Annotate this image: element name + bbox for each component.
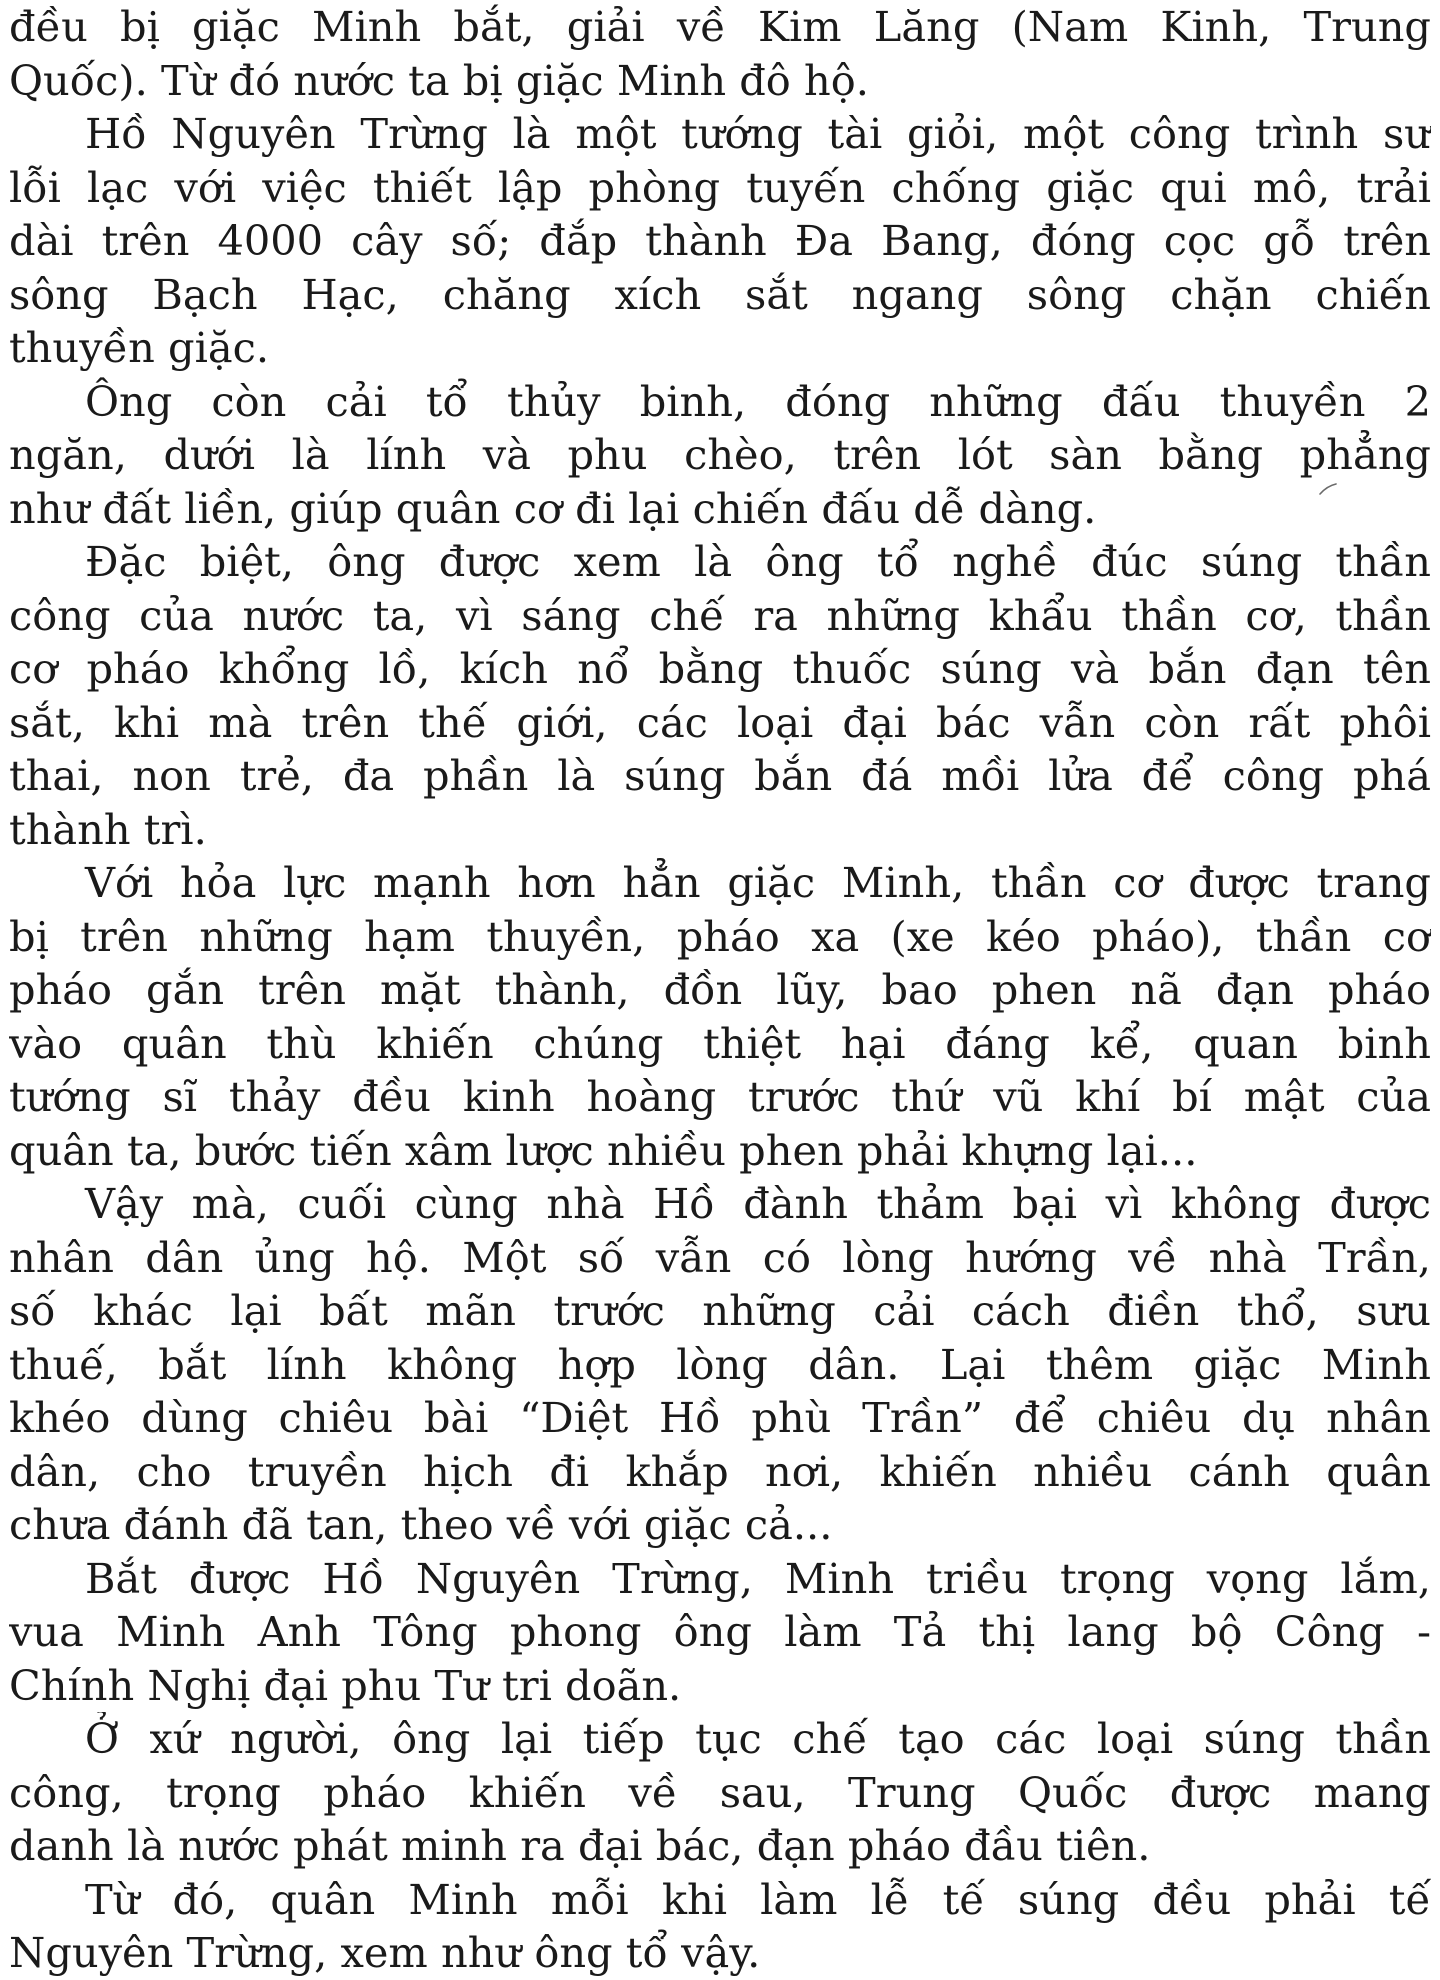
- text-line: Quốc). Từ đó nước ta bị giặc Minh đô hộ.: [9, 55, 869, 105]
- text-line: vào quân thù khiến chúng thiệt hại đáng kể, quan binh: [9, 1018, 1431, 1068]
- book-page: [9, 0, 1431, 1977]
- text-line: Chính Nghị đại phu Tư tri doãn.: [9, 1660, 682, 1710]
- text-line: Nguyên Trừng, xem như ông tổ vậy.: [9, 1928, 761, 1977]
- text-line: bị trên những hạm thuyền, pháo xa (xe kéo pháo), thần cơ: [9, 911, 1431, 961]
- paragraph-cannon-founder: [9, 535, 1431, 856]
- text-line: lỗi lạc với việc thiết lập phòng tuyến chống giặc qui mô, trải: [9, 162, 1431, 212]
- text-line: Hồ Nguyên Trừng là một tướng tài giỏi, một công trình sư: [85, 109, 1431, 158]
- text-line: ngăn, dưới là lính và phu chèo, trên lót sàn bằng phẳng: [9, 430, 1431, 479]
- text-line: thai, non trẻ, đa phần là súng bắn đá mồi lửa để công phá: [9, 751, 1431, 800]
- text-line: Với hỏa lực mạnh hơn hẳn giặc Minh, thần cơ được trang: [85, 858, 1431, 907]
- paragraph-abroad-cannons: [9, 1712, 1431, 1873]
- text-line: Vậy mà, cuối cùng nhà Hồ đành thảm bại vì không được: [85, 1179, 1431, 1228]
- text-line: thành trì.: [9, 804, 207, 854]
- text-line: công, trọng pháo khiến về sau, Trung Quốc được mang: [9, 1767, 1431, 1817]
- stray-ink-mark: [1318, 482, 1338, 496]
- paragraph-firepower: [9, 856, 1431, 1177]
- text-line: khéo dùng chiêu bài “Diệt Hồ phù Trần” để chiêu dụ nhân: [9, 1393, 1431, 1442]
- text-line: Ở xứ người, ông lại tiếp tục chế tạo các loại súng thần: [85, 1714, 1431, 1763]
- paragraph-ho-defeat: [9, 1177, 1431, 1552]
- text-line: số khác lại bất mãn trước những cải cách điền thổ, sưu: [9, 1286, 1431, 1335]
- paragraph-ming-appointment: [9, 1552, 1431, 1713]
- text-line: Từ đó, quân Minh mỗi khi làm lễ tế súng đều phải tế: [85, 1874, 1431, 1924]
- text-line: công của nước ta, vì sáng chế ra những khẩu thần cơ, thần: [9, 590, 1431, 640]
- text-line: tướng sĩ thảy đều kinh hoàng trước thứ vũ khí bí mật của: [9, 1072, 1431, 1121]
- text-line: nhân dân ủng hộ. Một số vẫn có lòng hướng về nhà Trần,: [9, 1232, 1431, 1282]
- paragraph-ho-nguyen-trung-general: [9, 107, 1431, 375]
- text-line: Ông còn cải tổ thủy binh, đóng những đấu thuyền 2: [85, 376, 1431, 426]
- text-line: Đặc biệt, ông được xem là ông tổ nghề đúc súng thần: [85, 537, 1431, 586]
- paragraph-gun-ritual: [9, 1873, 1431, 1980]
- text-line: đều bị giặc Minh bắt, giải về Kim Lăng (Nam Kinh, Trung: [9, 2, 1431, 51]
- text-line: vua Minh Anh Tông phong ông làm Tả thị lang bộ Công -: [9, 1607, 1431, 1656]
- paragraph-continued: [9, 0, 1431, 107]
- text-line: cơ pháo khổng lồ, kích nổ bằng thuốc súng và bắn đạn tên: [9, 644, 1431, 693]
- text-line: quân ta, bước tiến xâm lược nhiều phen phải khựng lại...: [9, 1125, 1198, 1175]
- text-line: sông Bạch Hạc, chăng xích sắt ngang sông chặn chiến: [9, 269, 1431, 319]
- text-line: Bắt được Hồ Nguyên Trừng, Minh triều trọng vọng lắm,: [85, 1553, 1431, 1603]
- text-line: thuyền giặc.: [9, 323, 270, 372]
- text-line: sắt, khi mà trên thế giới, các loại đại bác vẫn còn rất phôi: [9, 697, 1431, 747]
- text-line: như đất liền, giúp quân cơ đi lại chiến đấu dễ dàng.: [9, 483, 1097, 533]
- text-line: danh là nước phát minh ra đại bác, đạn pháo đầu tiên.: [9, 1821, 1151, 1870]
- paragraph-navy-reform: [9, 375, 1431, 536]
- text-line: pháo gắn trên mặt thành, đồn lũy, bao phen nã đạn pháo: [9, 965, 1431, 1014]
- text-line: thuế, bắt lính không hợp lòng dân. Lại thêm giặc Minh: [9, 1339, 1431, 1389]
- text-line: dân, cho truyền hịch đi khắp nơi, khiến nhiều cánh quân: [9, 1446, 1431, 1496]
- text-line: chưa đánh đã tan, theo về với giặc cả...: [9, 1500, 833, 1549]
- text-line: dài trên 4000 cây số; đắp thành Đa Bang, đóng cọc gỗ trên: [9, 216, 1431, 265]
